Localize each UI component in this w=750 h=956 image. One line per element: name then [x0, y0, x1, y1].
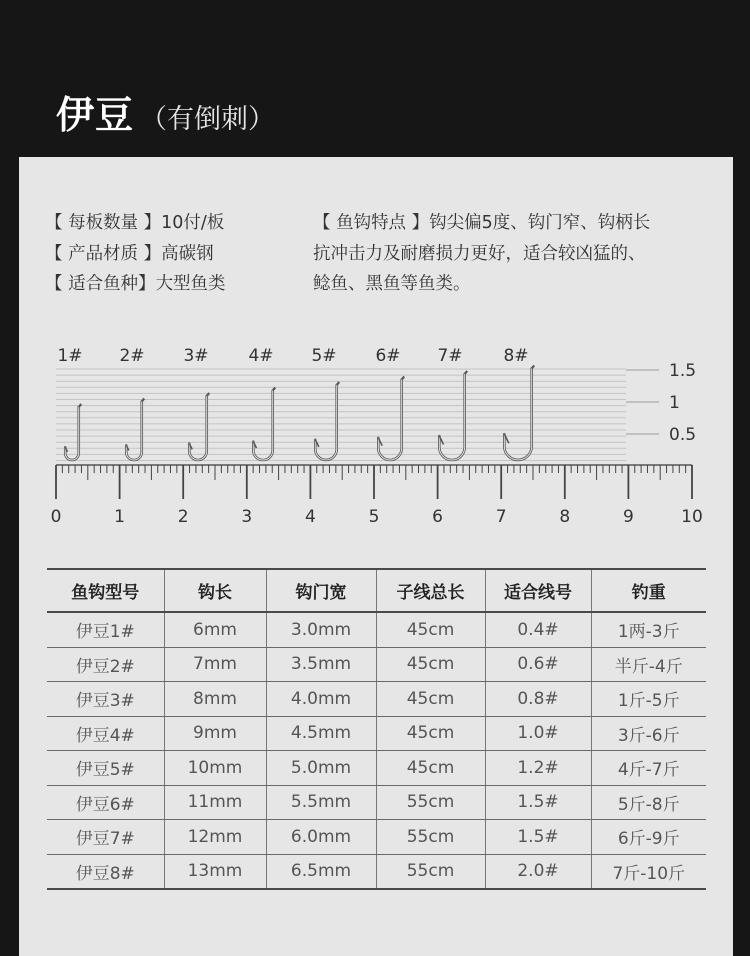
- info-value: 高碳钢: [161, 243, 214, 264]
- table-cell: 4斤-7斤: [591, 751, 706, 786]
- ruler-scale-label: 4: [304, 507, 316, 527]
- hook-shape: [504, 369, 531, 460]
- feature-line: 钩尖偏5度、钩门窄、钩柄长: [429, 213, 651, 233]
- table-row: [47, 854, 706, 889]
- info-row-quantity: [45, 208, 226, 239]
- column-header: 钩长: [164, 569, 266, 612]
- spec-panel: [19, 157, 733, 956]
- table-cell: 4.0mm: [266, 682, 376, 717]
- hook-eye: [337, 382, 340, 385]
- table-cell: 45cm: [376, 751, 485, 786]
- table-cell: 伊豆8#: [47, 854, 164, 889]
- table-header-row: [47, 569, 706, 612]
- vertical-scale-label: 1.5: [669, 361, 697, 381]
- hook-eye: [465, 371, 468, 374]
- feature-line: 抗冲击力及耐磨损力更好，适合较凶猛的、: [313, 243, 646, 264]
- table-cell: 12mm: [164, 820, 266, 855]
- hook-size-label: 4#: [248, 346, 274, 366]
- table-cell: 0.6#: [485, 647, 591, 682]
- info-right: [313, 208, 650, 300]
- hook-ruler: [19, 337, 733, 537]
- table-cell: 1.0#: [485, 716, 591, 751]
- table-cell: 6斤-9斤: [591, 820, 706, 855]
- hook-highlight: [253, 391, 272, 461]
- ruler-scale-label: 10: [681, 507, 703, 527]
- feature-label: 【 鱼钩特点 】: [313, 213, 430, 233]
- table-cell: 伊豆3#: [47, 682, 164, 717]
- table-cell: 3斤-6斤: [591, 716, 706, 751]
- hook-size-label: 8#: [503, 346, 529, 366]
- column-header: 适合线号: [485, 569, 591, 612]
- table-cell: 45cm: [376, 716, 485, 751]
- table-cell: 5.0mm: [266, 751, 376, 786]
- table-cell: 伊豆1#: [47, 612, 164, 647]
- table-cell: 3.0mm: [266, 612, 376, 647]
- column-header: 子线总长: [376, 569, 485, 612]
- table-row: [47, 785, 706, 820]
- hook-highlight: [65, 407, 79, 460]
- table-cell: 伊豆4#: [47, 716, 164, 751]
- table-cell: 55cm: [376, 785, 485, 820]
- table-cell: 7mm: [164, 647, 266, 682]
- hook-highlight: [126, 402, 141, 461]
- ruler-scale-label: 7: [495, 507, 507, 527]
- hook-eye: [79, 404, 82, 407]
- ruler-scale-label: 5: [368, 507, 380, 527]
- ruler-scale-label: 9: [622, 507, 634, 527]
- table-cell: 半斤-4斤: [591, 647, 706, 682]
- info-left: [45, 208, 226, 300]
- table-cell: 1.5#: [485, 785, 591, 820]
- table-row: [47, 647, 706, 682]
- table-cell: 0.8#: [485, 682, 591, 717]
- table-row: [47, 612, 706, 647]
- table-cell: 0.4#: [485, 612, 591, 647]
- table-cell: 伊豆7#: [47, 820, 164, 855]
- hook-highlight: [504, 369, 531, 460]
- hook-eye: [532, 366, 535, 369]
- table-cell: 4.5mm: [266, 716, 376, 751]
- table-cell: 45cm: [376, 682, 485, 717]
- table-cell: 9mm: [164, 716, 266, 751]
- table-cell: 伊豆6#: [47, 785, 164, 820]
- table-cell: 5.5mm: [266, 785, 376, 820]
- table-cell: 1斤-5斤: [591, 682, 706, 717]
- table-row: [47, 682, 706, 717]
- info-value: 大型鱼类: [155, 274, 226, 294]
- info-row-material: [45, 239, 226, 270]
- column-header: 鱼钩型号: [47, 569, 164, 612]
- title-sub: （有倒刺）: [140, 104, 276, 135]
- hook-size-label: 2#: [119, 346, 145, 366]
- hook-eye: [142, 399, 145, 402]
- table-cell: 6.0mm: [266, 820, 376, 855]
- spec-table: [47, 568, 706, 890]
- info-label: 【 产品材质 】: [45, 243, 162, 264]
- table-cell: 2.0#: [485, 854, 591, 889]
- table-cell: 11mm: [164, 785, 266, 820]
- table-cell: 1两-3斤: [591, 612, 706, 647]
- page-title: [56, 84, 275, 139]
- ruler-scale-label: 2: [177, 507, 189, 527]
- hook-shape: [65, 407, 79, 460]
- hook-size-label: 7#: [437, 346, 463, 366]
- vertical-scale-label: 0.5: [669, 425, 697, 445]
- info-label: 【 每板数量 】: [45, 213, 162, 233]
- hook-eye: [402, 377, 405, 380]
- table-cell: 1.5#: [485, 820, 591, 855]
- table-cell: 6.5mm: [266, 854, 376, 889]
- table-cell: 13mm: [164, 854, 266, 889]
- table-cell: 5斤-8斤: [591, 785, 706, 820]
- ruler-scale-label: 6: [432, 507, 444, 527]
- feature-line: 鲶鱼、黑鱼等鱼类。: [313, 274, 471, 294]
- table-cell: 8mm: [164, 682, 266, 717]
- table-row: [47, 751, 706, 786]
- table-cell: 3.5mm: [266, 647, 376, 682]
- table-cell: 55cm: [376, 820, 485, 855]
- hook-size-label: 5#: [311, 346, 337, 366]
- table-cell: 伊豆2#: [47, 647, 164, 682]
- ruler-scale-label: 1: [114, 507, 126, 527]
- column-header: 钩门宽: [266, 569, 376, 612]
- ruler-scale-label: 0: [50, 507, 62, 527]
- hook-eye: [273, 388, 276, 391]
- table-cell: 6mm: [164, 612, 266, 647]
- ruler-scale-label: 8: [559, 507, 571, 527]
- ruler-scale-label: 3: [241, 507, 253, 527]
- table-cell: 7斤-10斤: [591, 854, 706, 889]
- hook-size-label: 1#: [57, 346, 83, 366]
- hook-shape: [253, 391, 272, 461]
- info-row-fish: [45, 269, 226, 300]
- info-value: 10付/板: [161, 213, 225, 233]
- table-cell: 45cm: [376, 647, 485, 682]
- table-cell: 伊豆5#: [47, 751, 164, 786]
- table-row: [47, 716, 706, 751]
- table-cell: 55cm: [376, 854, 485, 889]
- table-cell: 10mm: [164, 751, 266, 786]
- vertical-scale-label: 1: [669, 393, 680, 413]
- title-main: 伊豆: [56, 93, 135, 137]
- hook-shape: [126, 402, 141, 461]
- table-cell: 1.2#: [485, 751, 591, 786]
- info-label: 【 适合鱼种】: [45, 274, 156, 294]
- hook-size-label: 6#: [375, 346, 401, 366]
- hook-size-label: 3#: [183, 346, 209, 366]
- column-header: 钓重: [591, 569, 706, 612]
- table-cell: 45cm: [376, 612, 485, 647]
- table-row: [47, 820, 706, 855]
